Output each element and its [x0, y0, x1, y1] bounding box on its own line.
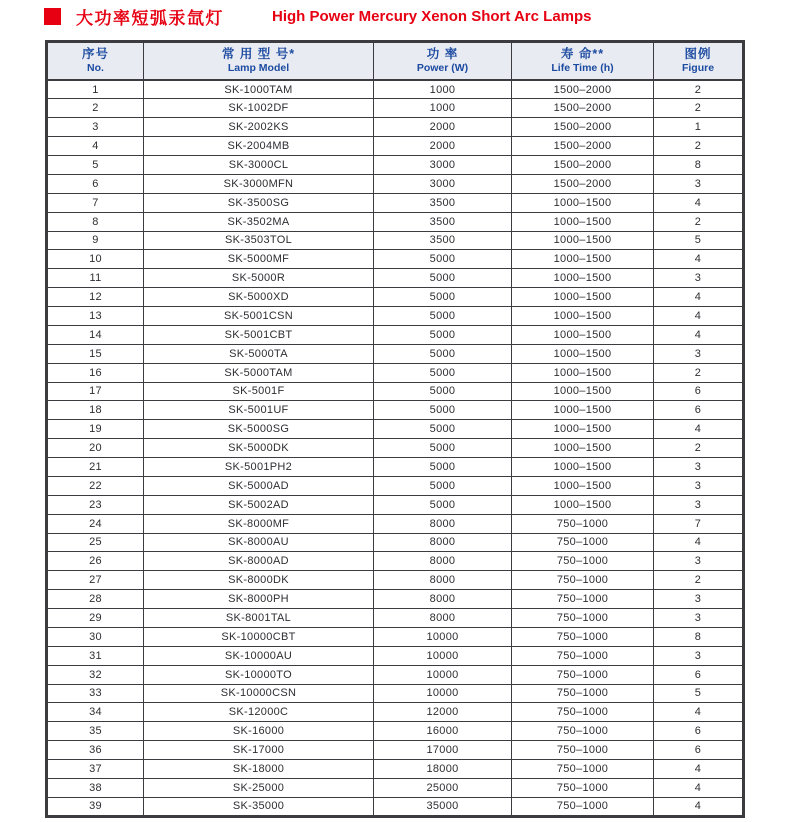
- power-w: 10000: [374, 684, 512, 703]
- life-time-h: 750–1000: [512, 609, 654, 628]
- row-number: 3: [47, 118, 144, 137]
- figure-ref: 3: [654, 495, 744, 514]
- lamp-model: SK-16000: [144, 722, 374, 741]
- figure-ref: 4: [654, 288, 744, 307]
- row-number: 34: [47, 703, 144, 722]
- table-row: [47, 439, 744, 458]
- life-time-h: 750–1000: [512, 590, 654, 609]
- life-time-h: 750–1000: [512, 797, 654, 816]
- power-w: 8000: [374, 571, 512, 590]
- row-number: 11: [47, 269, 144, 288]
- table-row: [47, 476, 744, 495]
- column-header-life-time-cn: 寿 命**: [560, 47, 605, 61]
- lamp-model: SK-1000TAM: [144, 80, 374, 99]
- table-row: [47, 156, 744, 175]
- table-row: [47, 137, 744, 156]
- lamp-model: SK-8000PH: [144, 590, 374, 609]
- lamp-model: SK-8000AU: [144, 533, 374, 552]
- table-row: [47, 533, 744, 552]
- lamp-model: SK-3000CL: [144, 156, 374, 175]
- row-number: 38: [47, 778, 144, 797]
- column-header-power-en: Power (W): [416, 62, 469, 74]
- lamp-model: SK-3502MA: [144, 212, 374, 231]
- row-number: 29: [47, 609, 144, 628]
- column-header-figure-en: Figure: [681, 62, 715, 74]
- figure-ref: 3: [654, 269, 744, 288]
- row-number: 23: [47, 495, 144, 514]
- row-number: 22: [47, 476, 144, 495]
- lamp-model: SK-5000XD: [144, 288, 374, 307]
- lamp-spec-table: [45, 40, 745, 818]
- row-number: 30: [47, 627, 144, 646]
- life-time-h: 1000–1500: [512, 382, 654, 401]
- column-header-lamp-model: [144, 42, 374, 81]
- power-w: 5000: [374, 495, 512, 514]
- power-w: 5000: [374, 382, 512, 401]
- row-number: 20: [47, 439, 144, 458]
- lamp-model: SK-3000MFN: [144, 174, 374, 193]
- lamp-model: SK-5000TA: [144, 344, 374, 363]
- figure-ref: 2: [654, 80, 744, 99]
- table-row: [47, 760, 744, 779]
- power-w: 1000: [374, 99, 512, 118]
- life-time-h: 750–1000: [512, 571, 654, 590]
- power-w: 16000: [374, 722, 512, 741]
- power-w: 5000: [374, 288, 512, 307]
- table-row: [47, 231, 744, 250]
- lamp-model: SK-10000TO: [144, 665, 374, 684]
- life-time-h: 1500–2000: [512, 80, 654, 99]
- figure-ref: 7: [654, 514, 744, 533]
- power-w: 12000: [374, 703, 512, 722]
- lamp-model: SK-25000: [144, 778, 374, 797]
- table-row: [47, 741, 744, 760]
- figure-ref: 3: [654, 646, 744, 665]
- power-w: 5000: [374, 363, 512, 382]
- power-w: 5000: [374, 401, 512, 420]
- lamp-model: SK-12000C: [144, 703, 374, 722]
- power-w: 8000: [374, 590, 512, 609]
- lamp-model: SK-10000AU: [144, 646, 374, 665]
- row-number: 4: [47, 137, 144, 156]
- life-time-h: 750–1000: [512, 665, 654, 684]
- column-header-no-en: No.: [87, 62, 104, 74]
- page-title-chinese: 大功率短弧汞氙灯: [76, 8, 224, 28]
- power-w: 8000: [374, 609, 512, 628]
- lamp-table-body: [47, 80, 744, 816]
- power-w: 10000: [374, 665, 512, 684]
- table-row: [47, 80, 744, 99]
- table-header-row: [47, 42, 744, 81]
- life-time-h: 1000–1500: [512, 420, 654, 439]
- power-w: 5000: [374, 344, 512, 363]
- row-number: 33: [47, 684, 144, 703]
- power-w: 10000: [374, 646, 512, 665]
- power-w: 3500: [374, 193, 512, 212]
- figure-ref: 6: [654, 722, 744, 741]
- lamp-model: SK-5001F: [144, 382, 374, 401]
- figure-ref: 4: [654, 193, 744, 212]
- table-row: [47, 193, 744, 212]
- life-time-h: 1000–1500: [512, 439, 654, 458]
- lamp-model: SK-17000: [144, 741, 374, 760]
- row-number: 24: [47, 514, 144, 533]
- lamp-model: SK-35000: [144, 797, 374, 816]
- power-w: 25000: [374, 778, 512, 797]
- row-number: 13: [47, 307, 144, 326]
- life-time-h: 1000–1500: [512, 212, 654, 231]
- column-header-figure-cn: 图例: [684, 47, 712, 61]
- figure-ref: 4: [654, 307, 744, 326]
- life-time-h: 1000–1500: [512, 193, 654, 212]
- row-number: 27: [47, 571, 144, 590]
- table-row: [47, 269, 744, 288]
- lamp-model: SK-3500SG: [144, 193, 374, 212]
- column-header-power: [374, 42, 512, 81]
- table-row: [47, 307, 744, 326]
- life-time-h: 1500–2000: [512, 118, 654, 137]
- figure-ref: 3: [654, 590, 744, 609]
- table-row: [47, 722, 744, 741]
- table-row: [47, 420, 744, 439]
- lamp-model: SK-18000: [144, 760, 374, 779]
- figure-ref: 3: [654, 552, 744, 571]
- table-row: [47, 665, 744, 684]
- power-w: 3500: [374, 212, 512, 231]
- life-time-h: 1500–2000: [512, 137, 654, 156]
- row-number: 35: [47, 722, 144, 741]
- column-header-lamp-model-cn: 常 用 型 号*: [221, 47, 296, 61]
- power-w: 5000: [374, 307, 512, 326]
- lamp-model: SK-5000TAM: [144, 363, 374, 382]
- figure-ref: 2: [654, 99, 744, 118]
- life-time-h: 750–1000: [512, 722, 654, 741]
- life-time-h: 750–1000: [512, 514, 654, 533]
- lamp-model: SK-10000CBT: [144, 627, 374, 646]
- lamp-model: SK-2002KS: [144, 118, 374, 137]
- figure-ref: 2: [654, 439, 744, 458]
- figure-ref: 2: [654, 137, 744, 156]
- row-number: 39: [47, 797, 144, 816]
- row-number: 21: [47, 458, 144, 477]
- life-time-h: 750–1000: [512, 778, 654, 797]
- power-w: 3000: [374, 174, 512, 193]
- figure-ref: 4: [654, 797, 744, 816]
- power-w: 2000: [374, 118, 512, 137]
- power-w: 2000: [374, 137, 512, 156]
- power-w: 10000: [374, 627, 512, 646]
- table-row: [47, 118, 744, 137]
- power-w: 18000: [374, 760, 512, 779]
- table-row: [47, 552, 744, 571]
- column-header-power-cn: 功 率: [426, 47, 459, 61]
- lamp-model: SK-5000DK: [144, 439, 374, 458]
- figure-ref: 3: [654, 609, 744, 628]
- row-number: 17: [47, 382, 144, 401]
- table-row: [47, 250, 744, 269]
- life-time-h: 750–1000: [512, 627, 654, 646]
- table-row: [47, 401, 744, 420]
- column-header-life-time: [512, 42, 654, 81]
- life-time-h: 1500–2000: [512, 99, 654, 118]
- lamp-model: SK-8000DK: [144, 571, 374, 590]
- lamp-model: SK-5001UF: [144, 401, 374, 420]
- figure-ref: 1: [654, 118, 744, 137]
- figure-ref: 3: [654, 458, 744, 477]
- lamp-model: SK-8000AD: [144, 552, 374, 571]
- row-number: 19: [47, 420, 144, 439]
- lamp-model: SK-5000AD: [144, 476, 374, 495]
- life-time-h: 1000–1500: [512, 458, 654, 477]
- figure-ref: 8: [654, 156, 744, 175]
- row-number: 26: [47, 552, 144, 571]
- row-number: 32: [47, 665, 144, 684]
- figure-ref: 4: [654, 250, 744, 269]
- row-number: 10: [47, 250, 144, 269]
- figure-ref: 4: [654, 420, 744, 439]
- figure-ref: 5: [654, 231, 744, 250]
- figure-ref: 4: [654, 703, 744, 722]
- table-row: [47, 571, 744, 590]
- figure-ref: 3: [654, 174, 744, 193]
- life-time-h: 750–1000: [512, 741, 654, 760]
- figure-ref: 6: [654, 741, 744, 760]
- lamp-model: SK-5000MF: [144, 250, 374, 269]
- life-time-h: 1000–1500: [512, 344, 654, 363]
- lamp-model: SK-5002AD: [144, 495, 374, 514]
- figure-ref: 2: [654, 571, 744, 590]
- table-row: [47, 646, 744, 665]
- table-row: [47, 778, 744, 797]
- row-number: 14: [47, 325, 144, 344]
- row-number: 16: [47, 363, 144, 382]
- row-number: 12: [47, 288, 144, 307]
- figure-ref: 4: [654, 778, 744, 797]
- power-w: 1000: [374, 80, 512, 99]
- power-w: 3000: [374, 156, 512, 175]
- row-number: 15: [47, 344, 144, 363]
- table-row: [47, 684, 744, 703]
- page-title-bar: [44, 5, 772, 27]
- figure-ref: 6: [654, 382, 744, 401]
- life-time-h: 750–1000: [512, 684, 654, 703]
- column-header-figure: [654, 42, 744, 81]
- life-time-h: 750–1000: [512, 552, 654, 571]
- figure-ref: 2: [654, 212, 744, 231]
- column-header-no-cn: 序号: [81, 47, 109, 61]
- power-w: 5000: [374, 476, 512, 495]
- life-time-h: 1500–2000: [512, 156, 654, 175]
- life-time-h: 1000–1500: [512, 495, 654, 514]
- row-number: 8: [47, 212, 144, 231]
- power-w: 5000: [374, 325, 512, 344]
- table-row: [47, 609, 744, 628]
- row-number: 31: [47, 646, 144, 665]
- life-time-h: 750–1000: [512, 760, 654, 779]
- row-number: 2: [47, 99, 144, 118]
- row-number: 7: [47, 193, 144, 212]
- figure-ref: 3: [654, 476, 744, 495]
- life-time-h: 1000–1500: [512, 288, 654, 307]
- row-number: 18: [47, 401, 144, 420]
- row-number: 5: [47, 156, 144, 175]
- table-row: [47, 325, 744, 344]
- row-number: 25: [47, 533, 144, 552]
- page-title-english: High Power Mercury Xenon Short Arc Lamps: [272, 7, 592, 25]
- red-square-bullet-icon: [44, 8, 61, 25]
- power-w: 35000: [374, 797, 512, 816]
- table-row: [47, 344, 744, 363]
- lamp-model: SK-3503TOL: [144, 231, 374, 250]
- table-row: [47, 382, 744, 401]
- table-row: [47, 363, 744, 382]
- lamp-model: SK-10000CSN: [144, 684, 374, 703]
- power-w: 8000: [374, 533, 512, 552]
- power-w: 5000: [374, 250, 512, 269]
- lamp-model: SK-5000R: [144, 269, 374, 288]
- lamp-model: SK-8001TAL: [144, 609, 374, 628]
- row-number: 36: [47, 741, 144, 760]
- lamp-model: SK-1002DF: [144, 99, 374, 118]
- life-time-h: 1000–1500: [512, 325, 654, 344]
- power-w: 5000: [374, 458, 512, 477]
- row-number: 1: [47, 80, 144, 99]
- table-row: [47, 627, 744, 646]
- table-row: [47, 458, 744, 477]
- power-w: 8000: [374, 552, 512, 571]
- life-time-h: 1000–1500: [512, 363, 654, 382]
- table-row: [47, 797, 744, 816]
- figure-ref: 3: [654, 344, 744, 363]
- lamp-model: SK-5001CSN: [144, 307, 374, 326]
- life-time-h: 1000–1500: [512, 476, 654, 495]
- figure-ref: 6: [654, 401, 744, 420]
- power-w: 8000: [374, 514, 512, 533]
- power-w: 3500: [374, 231, 512, 250]
- figure-ref: 2: [654, 363, 744, 382]
- column-header-life-time-en: Life Time (h): [551, 62, 614, 74]
- life-time-h: 1000–1500: [512, 401, 654, 420]
- table-row: [47, 99, 744, 118]
- life-time-h: 750–1000: [512, 533, 654, 552]
- life-time-h: 1000–1500: [512, 307, 654, 326]
- lamp-model: SK-5001PH2: [144, 458, 374, 477]
- lamp-model: SK-5001CBT: [144, 325, 374, 344]
- table-row: [47, 174, 744, 193]
- life-time-h: 1500–2000: [512, 174, 654, 193]
- table-row: [47, 590, 744, 609]
- lamp-model: SK-8000MF: [144, 514, 374, 533]
- power-w: 17000: [374, 741, 512, 760]
- table-row: [47, 212, 744, 231]
- column-header-lamp-model-en: Lamp Model: [227, 62, 290, 74]
- row-number: 6: [47, 174, 144, 193]
- table-row: [47, 495, 744, 514]
- lamp-model: SK-5000SG: [144, 420, 374, 439]
- power-w: 5000: [374, 420, 512, 439]
- column-header-no: [47, 42, 144, 81]
- figure-ref: 6: [654, 665, 744, 684]
- table-row: [47, 288, 744, 307]
- figure-ref: 4: [654, 533, 744, 552]
- figure-ref: 5: [654, 684, 744, 703]
- row-number: 28: [47, 590, 144, 609]
- row-number: 9: [47, 231, 144, 250]
- figure-ref: 4: [654, 760, 744, 779]
- table-row: [47, 703, 744, 722]
- figure-ref: 4: [654, 325, 744, 344]
- lamp-model: SK-2004MB: [144, 137, 374, 156]
- row-number: 37: [47, 760, 144, 779]
- power-w: 5000: [374, 269, 512, 288]
- life-time-h: 750–1000: [512, 646, 654, 665]
- life-time-h: 1000–1500: [512, 250, 654, 269]
- life-time-h: 1000–1500: [512, 231, 654, 250]
- life-time-h: 750–1000: [512, 703, 654, 722]
- life-time-h: 1000–1500: [512, 269, 654, 288]
- table-row: [47, 514, 744, 533]
- figure-ref: 8: [654, 627, 744, 646]
- power-w: 5000: [374, 439, 512, 458]
